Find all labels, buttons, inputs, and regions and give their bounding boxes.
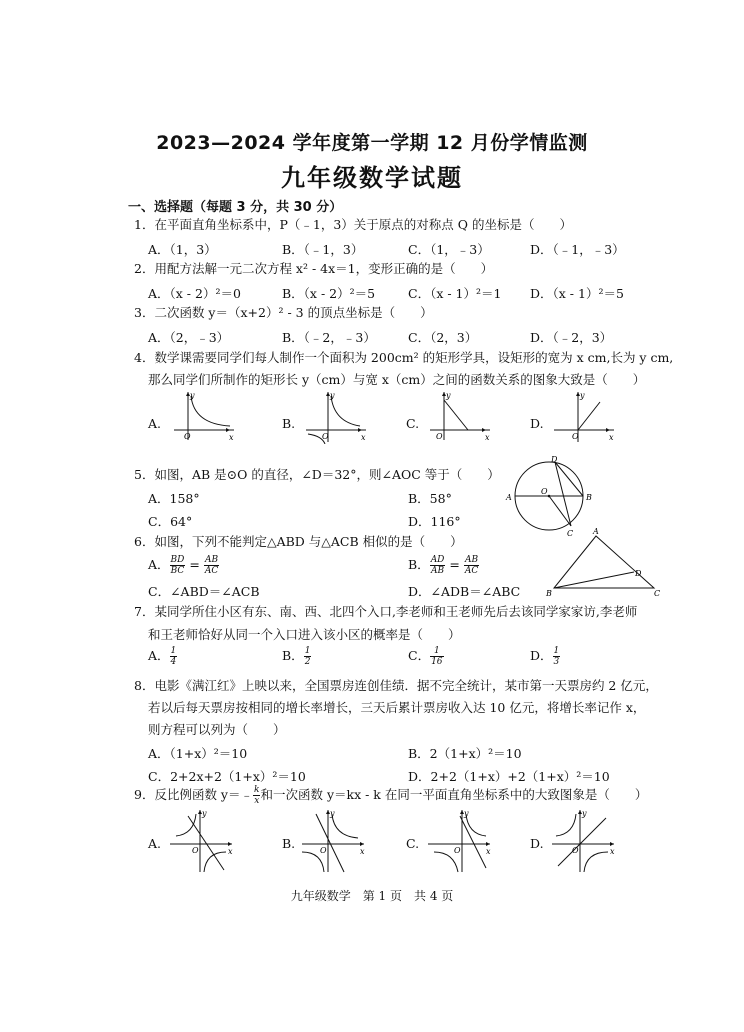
question-7-option-a [148, 646, 177, 667]
point-a-label: A [506, 493, 512, 502]
center-o-label: O [541, 487, 548, 496]
fraction-ab-ac [464, 555, 479, 576]
axis-x-label: x [609, 433, 614, 442]
question-3-stem: 3．二次函数 y＝（x+2）² - 3 的顶点坐标是（ ） [134, 305, 433, 320]
question-5-option-d: D．116° [408, 514, 461, 529]
fraction-numerator: 1 [170, 646, 177, 656]
question-7-option-d [530, 646, 560, 667]
fraction-denominator: AB [430, 566, 445, 576]
axis-x-label: x [228, 847, 233, 856]
fraction-numerator: 1 [430, 646, 443, 657]
fraction-numerator: AB [464, 555, 479, 565]
question-3-option-b: B．（﹣2，﹣3） [282, 330, 376, 345]
question-8-stem-line1: 8．电影《满江红》上映以来，全国票房连创佳绩．据不完全统计，某市第一天票房约 2 亿元， [134, 678, 658, 693]
origin-label: O [454, 846, 461, 855]
question-5-option-a: A．158° [148, 491, 200, 506]
question-7-stem-line2: 和王老师恰好从同一个入口进入该小区的概率是（ ） [148, 627, 461, 642]
axis-x-label: x [361, 433, 366, 442]
option-c-letter: C． [408, 648, 431, 663]
point-d-label: D [635, 569, 642, 578]
question-2-option-a: A．（x - 2）²＝0 [148, 286, 241, 301]
fraction-one-third [553, 646, 561, 667]
question-5-stem: 5．如图，AB 是⊙O 的直径，∠D＝32°，则∠AOC 等于（ ） [134, 467, 500, 482]
exam-subtitle: 九年级数学试题 [281, 164, 463, 192]
fraction-denominator: AC [464, 566, 479, 576]
question-4-option-d: D. [530, 416, 544, 431]
axis-y-label: y [464, 809, 469, 818]
page-footer: 九年级数学 第 1 页 共 4 页 [290, 889, 454, 903]
question-4-stem-line2: 那么同学们所制作的矩形长 y（cm）与宽 x（cm）之间的函数关系的图象大致是（ ） [148, 372, 646, 387]
question-4-option-b: B. [282, 416, 296, 431]
fraction-one-half [304, 646, 312, 667]
question-5-option-b: B．58° [408, 491, 452, 506]
equals-sign: = [189, 557, 200, 572]
question-2-stem: 2．用配方法解一元二次方程 x² - 4x＝1，变形正确的是（ ） [134, 261, 494, 276]
option-d-letter: D． [530, 648, 553, 663]
question-9-stem [134, 785, 647, 806]
question-9-option-d: D. [530, 836, 544, 851]
point-c-label: C [567, 529, 574, 538]
axis-y-label: y [582, 809, 587, 818]
question-4-option-c: C. [406, 416, 420, 431]
fraction-denominator: 4 [170, 657, 177, 667]
origin-label: O [436, 432, 443, 441]
axis-y-label: y [446, 391, 451, 400]
point-c-label: C [654, 589, 661, 598]
fraction-denominator: x [254, 796, 260, 806]
option-b-letter: B． [408, 557, 430, 572]
question-3-option-c: C．（2，3） [408, 330, 478, 345]
fraction-denominator: 2 [304, 657, 311, 667]
axis-y-label: y [580, 391, 585, 400]
question-9-stem-end: 和一次函数 y＝kx - k 在同一平面直角坐标系中的大致图象是（ ） [260, 787, 648, 802]
origin-label: O [184, 432, 191, 441]
question-9-graph-b [298, 806, 370, 876]
fraction-denominator: 16 [431, 657, 443, 667]
question-9-option-b: B. [282, 836, 296, 851]
origin-label: O [572, 432, 579, 441]
fraction-numerator: AD [430, 555, 445, 565]
question-6-option-a [148, 555, 219, 576]
question-6-option-c: C．∠ABD＝∠ACB [148, 584, 260, 599]
question-4-graph-d [550, 388, 620, 444]
question-2-option-c: C．（x - 1）²＝1 [408, 286, 502, 301]
question-8-option-c: C．2+2x+2（1+x）²＝10 [148, 769, 306, 784]
axis-x-label: x [610, 847, 615, 856]
origin-label: O [192, 846, 199, 855]
question-2-option-b: B．（x - 2）²＝5 [282, 286, 376, 301]
point-d-label: D [551, 456, 558, 464]
question-6-option-d: D．∠ADB＝∠ABC [408, 584, 521, 599]
equals-sign: = [449, 557, 460, 572]
point-b-label: B [546, 589, 552, 598]
fraction-one-quarter [170, 646, 178, 667]
question-3-option-d: D．（﹣2，3） [530, 330, 613, 345]
question-8-option-d: D．2+2（1+x）+2（1+x）²＝10 [408, 769, 610, 784]
fraction-denominator: AC [204, 566, 219, 576]
origin-label: O [320, 846, 327, 855]
question-6-option-b [408, 555, 479, 576]
axis-y-label: y [330, 809, 335, 818]
fraction-numerator: AB [204, 555, 219, 565]
axis-y-label: y [330, 391, 335, 400]
question-8-option-a: A．（1+x）²＝10 [148, 746, 248, 761]
question-9-option-c: C. [406, 836, 420, 851]
axis-x-label: x [485, 433, 490, 442]
fraction-numerator: k [254, 785, 260, 795]
option-a-letter: A． [148, 557, 170, 572]
section-choice-header: 一、选择题（每题 3 分，共 30 分） [128, 200, 343, 215]
question-6-triangle-figure [542, 526, 662, 600]
fraction-ab-ac [204, 555, 219, 576]
origin-label: O [322, 432, 329, 441]
question-4-option-a: A. [148, 416, 162, 431]
fraction-bd-bc [170, 555, 186, 576]
question-9-graph-d [548, 806, 620, 876]
question-4-graph-c [426, 388, 496, 444]
exam-title: 2023—2024 学年度第一学期 12 月份学情监测 [156, 132, 588, 154]
axis-y-label: y [202, 809, 207, 818]
question-9-option-a: A. [148, 836, 162, 851]
question-1-option-a: A．（1，3） [148, 242, 217, 257]
axis-x-label: x [486, 847, 491, 856]
question-9-stem-start: 9．反比例函数 y＝﹣ [134, 787, 253, 802]
question-8-stem-line3: 则方程可以列为（ ） [148, 722, 286, 737]
question-4-stem-line1: 4．数学课需要同学们每人制作一个面积为 200cm² 的矩形学具，设矩形的宽为 x cm,长为 y cm, [134, 350, 674, 365]
question-5-option-c: C．64° [148, 514, 193, 529]
option-b-letter: B． [282, 648, 304, 663]
question-1-option-d: D．（﹣1，﹣3） [530, 242, 625, 257]
question-3-option-a: A．（2，﹣3） [148, 330, 230, 345]
axis-x-label: x [229, 433, 234, 442]
question-9-graph-c [424, 806, 496, 876]
fraction-numerator: BD [170, 555, 185, 565]
question-1-stem: 1．在平面直角坐标系中，P（﹣1，3）关于原点的对称点 Q 的坐标是（ ） [134, 217, 572, 232]
axis-x-label: x [360, 847, 365, 856]
fraction-ad-ab [430, 555, 446, 576]
origin-label: O [572, 846, 579, 855]
question-1-option-c: C．（1，﹣3） [408, 242, 490, 257]
question-2-option-d: D．（x - 1）²＝5 [530, 286, 624, 301]
question-4-graph-b [302, 388, 372, 444]
question-6-stem: 6．如图，下列不能判定△ABD 与△ACB 相似的是（ ） [134, 534, 463, 549]
fraction-denominator: 3 [553, 657, 560, 667]
question-4-graph-a [170, 388, 240, 444]
question-9-graph-a [166, 806, 238, 876]
question-8-stem-line2: 若以后每天票房按相同的增长率增长，三天后累计票房收入达 10 亿元，将增长率记作 x， [148, 700, 646, 715]
fraction-one-sixteenth [430, 646, 443, 667]
axis-y-label: y [190, 391, 195, 400]
option-a-letter: A． [148, 648, 170, 663]
fraction-denominator: BC [170, 566, 185, 576]
question-7-stem-line1: 7．某同学所住小区有东、南、西、北四个入口,李老师和王老师先后去该同学家家访,李老师 [134, 604, 638, 619]
point-a-label: A [593, 527, 599, 536]
fraction-numerator: 1 [304, 646, 311, 656]
fraction-numerator: 1 [553, 646, 560, 656]
question-7-option-c [408, 646, 444, 667]
question-8-option-b: B．2（1+x）²＝10 [408, 746, 522, 761]
point-b-label: B [586, 493, 592, 502]
question-1-option-b: B．（﹣1，3） [282, 242, 364, 257]
question-7-option-b [282, 646, 311, 667]
